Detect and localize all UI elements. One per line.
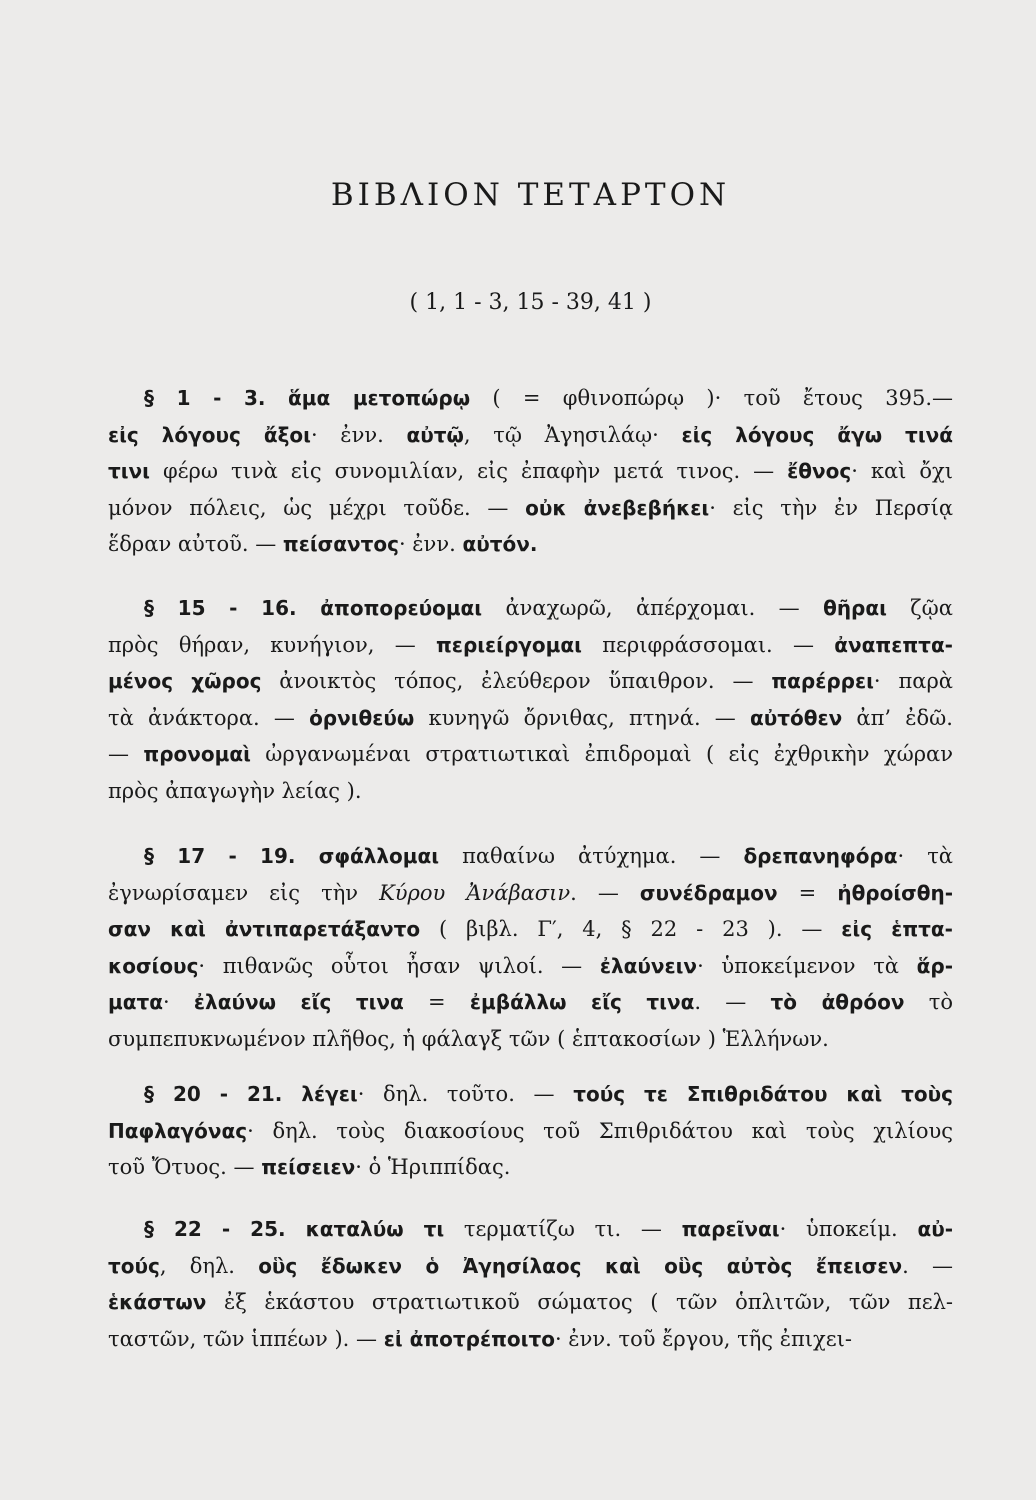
text-line bbox=[108, 453, 953, 490]
bold-term: αὐτόθεν bbox=[750, 705, 843, 730]
bold-term: Παφλαγόνας bbox=[108, 1118, 248, 1143]
text-line bbox=[108, 1149, 953, 1186]
bold-term: περιείργομαι bbox=[435, 632, 582, 657]
bold-term: ἔθνος bbox=[787, 459, 852, 483]
plain-text: τερματίζω τι. — bbox=[444, 1217, 682, 1241]
plain-text: . — bbox=[902, 1253, 953, 1278]
text-line bbox=[108, 1021, 953, 1058]
bold-term: τὸ ἀθρόον bbox=[770, 990, 905, 1014]
plain-text: ἕδραν αὐτοῦ. — bbox=[108, 532, 283, 556]
plain-text: · ἐνν. bbox=[310, 422, 407, 447]
bold-term: μένος χῶρος bbox=[108, 669, 262, 693]
plain-text: πρὸς θήραν, κυνήγιον, — bbox=[108, 632, 436, 657]
text-line bbox=[108, 1113, 953, 1150]
bold-term: αὐτόν. bbox=[462, 532, 538, 556]
plain-text: συμπεπυκνωμένον πλῆθος, ἡ φάλαγξ τῶν ( ἑπτακοσίων ) Ἑλλήνων. bbox=[108, 1026, 829, 1051]
bold-term: οὐκ ἀνεβεβήκει bbox=[525, 495, 710, 520]
text-line bbox=[108, 590, 953, 627]
text-line bbox=[108, 1284, 953, 1321]
plain-text: παθαίνω ἀτύχημα. — bbox=[439, 844, 744, 868]
bold-term: § 20 - 21. λέγει bbox=[144, 1082, 358, 1106]
bold-term: ἐμβάλλω εἴς τινα bbox=[469, 990, 695, 1014]
text-line bbox=[108, 526, 953, 563]
plain-text: περιφράσσομαι. — bbox=[581, 632, 835, 657]
bold-term: κοσίους bbox=[108, 953, 199, 978]
bold-term: αὐτῷ bbox=[406, 422, 464, 447]
text-line bbox=[108, 911, 953, 948]
text-line bbox=[108, 490, 953, 527]
paragraph-1-3 bbox=[108, 380, 953, 563]
plain-text: ἀναχωρῶ, ἀπέρχομαι. — bbox=[482, 596, 824, 620]
chapter-range: ( 1, 1 - 3, 15 - 39, 41 ) bbox=[409, 290, 652, 315]
plain-text: = bbox=[777, 880, 838, 905]
text-line bbox=[108, 948, 953, 985]
text-line bbox=[108, 773, 953, 810]
text-line bbox=[108, 984, 953, 1021]
bold-term: εἰ ἀποτρέποιτο bbox=[383, 1326, 555, 1351]
plain-text: τὸ bbox=[904, 990, 954, 1014]
plain-text: · ἐνν. bbox=[398, 532, 463, 556]
paragraph-17-19 bbox=[108, 838, 953, 1057]
text-line bbox=[108, 700, 953, 737]
bold-term: πείσειεν bbox=[261, 1155, 356, 1179]
bold-term: § 1 - 3. ἅμα μετοπώρῳ bbox=[144, 386, 471, 410]
paragraph-20-21 bbox=[108, 1076, 953, 1186]
plain-text: · παρὰ bbox=[873, 669, 953, 693]
plain-text: ταστῶν, τῶν ἱππέων ). — bbox=[108, 1326, 384, 1351]
italic-title: Κύρου Ἀνάβασιν bbox=[379, 880, 571, 905]
bold-term: § 22 - 25. καταλύω τι bbox=[144, 1217, 445, 1241]
plain-text: μόνον πόλεις, ὡς μέχρι τοῦδε. — bbox=[108, 495, 526, 520]
text-line bbox=[108, 875, 953, 912]
text-line bbox=[108, 736, 953, 773]
plain-text: = bbox=[403, 990, 470, 1014]
plain-text: · καὶ ὄχι bbox=[851, 459, 953, 483]
text-line bbox=[108, 380, 953, 417]
bold-term: ἑκάστων bbox=[108, 1290, 207, 1314]
plain-text: · bbox=[162, 990, 194, 1014]
plain-text: . — bbox=[570, 880, 640, 905]
plain-text: τὰ ἀνάκτορα. — bbox=[108, 705, 310, 730]
bold-term: παρέρρει bbox=[771, 669, 874, 693]
bold-term: προνομαὶ bbox=[143, 742, 251, 766]
bold-term: θῆραι bbox=[823, 596, 887, 620]
plain-text: · τὰ bbox=[897, 844, 953, 868]
bold-term: αὐ- bbox=[917, 1217, 953, 1241]
bold-term: πείσαντος bbox=[282, 532, 399, 556]
plain-text: πρὸς ἀπαγωγὴν λείας ). bbox=[108, 778, 362, 803]
bold-term: § 15 - 16. ἀποπορεύομαι bbox=[144, 596, 483, 620]
bold-term: σαν καὶ ἀντιπαρετάξαντο bbox=[108, 917, 421, 941]
bold-term: ἀναπεπτα- bbox=[834, 632, 953, 657]
bold-term: ἅρ- bbox=[916, 953, 953, 978]
plain-text: , δηλ. bbox=[159, 1253, 259, 1278]
bold-term: ὀρνιθεύω bbox=[309, 705, 415, 730]
plain-text: ἀπ’ ἐδῶ. bbox=[842, 705, 953, 730]
paragraph-22-25 bbox=[108, 1211, 953, 1357]
text-line bbox=[108, 627, 953, 664]
plain-text: ὠργανωμέναι στρατιωτικαὶ ἐπιδρομαὶ ( εἰς ἐχθρικὴν χώραν bbox=[250, 742, 953, 766]
plain-text: ἐξ ἑκάστου στρατιωτικοῦ σώματος ( τῶν ὁπλιτῶν, τῶν πελ- bbox=[206, 1290, 953, 1314]
bold-term: ἐλαύνειν bbox=[599, 953, 698, 978]
bold-term: εἰς λόγους ἄγω τινά bbox=[681, 422, 953, 447]
text-line bbox=[108, 1211, 953, 1248]
plain-text: τοῦ Ὄτυος. — bbox=[108, 1155, 262, 1179]
bold-term: τούς bbox=[108, 1253, 160, 1278]
plain-text: ἐγνωρίσαμεν εἰς τὴν bbox=[108, 880, 380, 905]
bold-term: δρεπανηφόρα bbox=[743, 844, 898, 868]
plain-text: ( βιβλ. Γ′, 4, § 22 - 23 ). — bbox=[420, 917, 842, 941]
plain-text: · ὁ Ἡριππίδας. bbox=[355, 1155, 511, 1179]
plain-text: ζῷα bbox=[886, 596, 953, 620]
plain-text: . — bbox=[694, 990, 771, 1014]
text-line bbox=[108, 838, 953, 875]
bold-term: ἐλαύνω εἴς τινα bbox=[193, 990, 404, 1014]
plain-text: — bbox=[108, 742, 144, 766]
bold-term: ματα bbox=[108, 990, 163, 1014]
text-line bbox=[108, 1248, 953, 1285]
bold-term: ἠθροίσθη- bbox=[837, 880, 954, 905]
document-page bbox=[108, 0, 953, 1500]
plain-text: κυνηγῶ ὄρνιθας, πτηνά. — bbox=[414, 705, 750, 730]
text-line bbox=[108, 417, 953, 454]
plain-text: · ὑποκείμ. bbox=[779, 1217, 918, 1241]
book-title: ΒΙΒΛΙΟΝ ΤΕΤΑΡΤΟΝ bbox=[330, 177, 731, 213]
plain-text: · ἐνν. τοῦ ἔργου, τῆς ἐπιχει- bbox=[554, 1326, 852, 1351]
text-line bbox=[108, 663, 953, 700]
text-line bbox=[108, 1321, 953, 1358]
bold-term: εἰς λόγους ἄξοι bbox=[108, 422, 311, 447]
plain-text: · δηλ. τοῦτο. — bbox=[357, 1082, 574, 1106]
plain-text: , τῷ Ἀγησιλάῳ· bbox=[463, 422, 682, 447]
plain-text: · πιθανῶς οὗτοι ἦσαν ψιλοί. — bbox=[198, 953, 600, 978]
bold-term: συνέδραμον bbox=[639, 880, 778, 905]
plain-text: · εἰς τὴν ἐν Περσίᾳ bbox=[709, 495, 954, 520]
paragraph-15-16 bbox=[108, 590, 953, 809]
bold-term: οὓς ἔδωκεν ὁ Ἀγησίλαος καὶ οὓς αὐτὸς ἔπεισεν bbox=[258, 1253, 903, 1278]
bold-term: § 17 - 19. σφάλλομαι bbox=[144, 844, 440, 868]
plain-text: ( = φθινοπώρῳ )· τοῦ ἔτους 395.— bbox=[470, 386, 953, 410]
bold-term: τινι bbox=[108, 459, 150, 483]
plain-text: · ὑποκείμενον τὰ bbox=[697, 953, 917, 978]
bold-term: εἰς ἑπτα- bbox=[841, 917, 953, 941]
plain-text: ἀνοικτὸς τόπος, ἐλεύθερον ὕπαιθρον. — bbox=[261, 669, 772, 693]
plain-text: · δηλ. τοὺς διακοσίους τοῦ Σπιθριδάτου καὶ τοὺς χιλίους bbox=[247, 1118, 953, 1143]
text-line bbox=[108, 1076, 953, 1113]
plain-text: φέρω τινὰ εἰς συνομιλίαν, εἰς ἐπαφὴν μετά τινος. — bbox=[149, 459, 788, 483]
bold-term: τούς τε Σπιθριδάτου καὶ τοὺς bbox=[573, 1082, 953, 1106]
bold-term: παρεῖναι bbox=[681, 1217, 780, 1241]
